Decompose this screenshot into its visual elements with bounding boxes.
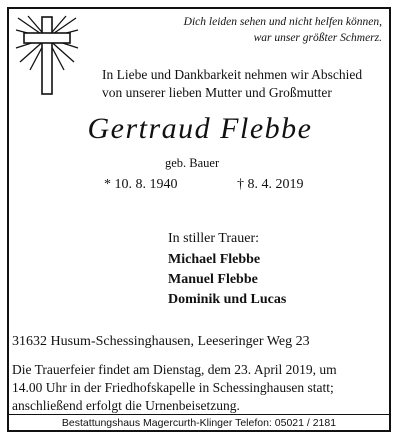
notice-line: anschließend erfolgt die Urnenbeisetzung. (12, 398, 240, 413)
funeral-home-footer: Bestattungshaus Magercurth-Klinger Telefon: 05021 / 2181 (7, 414, 391, 432)
family-address: 31632 Husum-Schessinghausen, Leeseringer Weg 23 (12, 334, 310, 349)
birth-date: * 10. 8. 1940 (104, 177, 178, 192)
mourner-name: Dominik und Lucas (168, 292, 287, 307)
mourner-name: Michael Flebbe (168, 252, 261, 267)
mourners-block (168, 229, 286, 310)
notice-line: 14.00 Uhr in der Friedhofskapelle in Schessinghausen statt; (12, 380, 334, 395)
intro-line: In Liebe und Dankbarkeit nehmen wir Abschied (102, 67, 363, 82)
funeral-notice (12, 361, 384, 415)
birth-name: geb. Bauer (165, 156, 220, 170)
deceased-name: Gertraud Flebbe (87, 112, 313, 145)
intro-line: von unserer lieben Mutter und Großmutter (102, 85, 332, 100)
radiant-cross-icon (14, 14, 80, 96)
farewell-intro (102, 66, 362, 102)
memorial-quote (112, 14, 382, 46)
quote-line: Dich leiden sehen und nicht helfen können, (183, 16, 382, 28)
quote-line: war unser größter Schmerz. (253, 32, 382, 44)
mourner-name: Manuel Flebbe (168, 272, 258, 287)
death-date: † 8. 4. 2019 (237, 177, 304, 192)
notice-line: Die Trauerfeier findet am Dienstag, dem 23. April 2019, um (12, 362, 337, 377)
mourners-heading: In stiller Trauer: (168, 231, 259, 246)
